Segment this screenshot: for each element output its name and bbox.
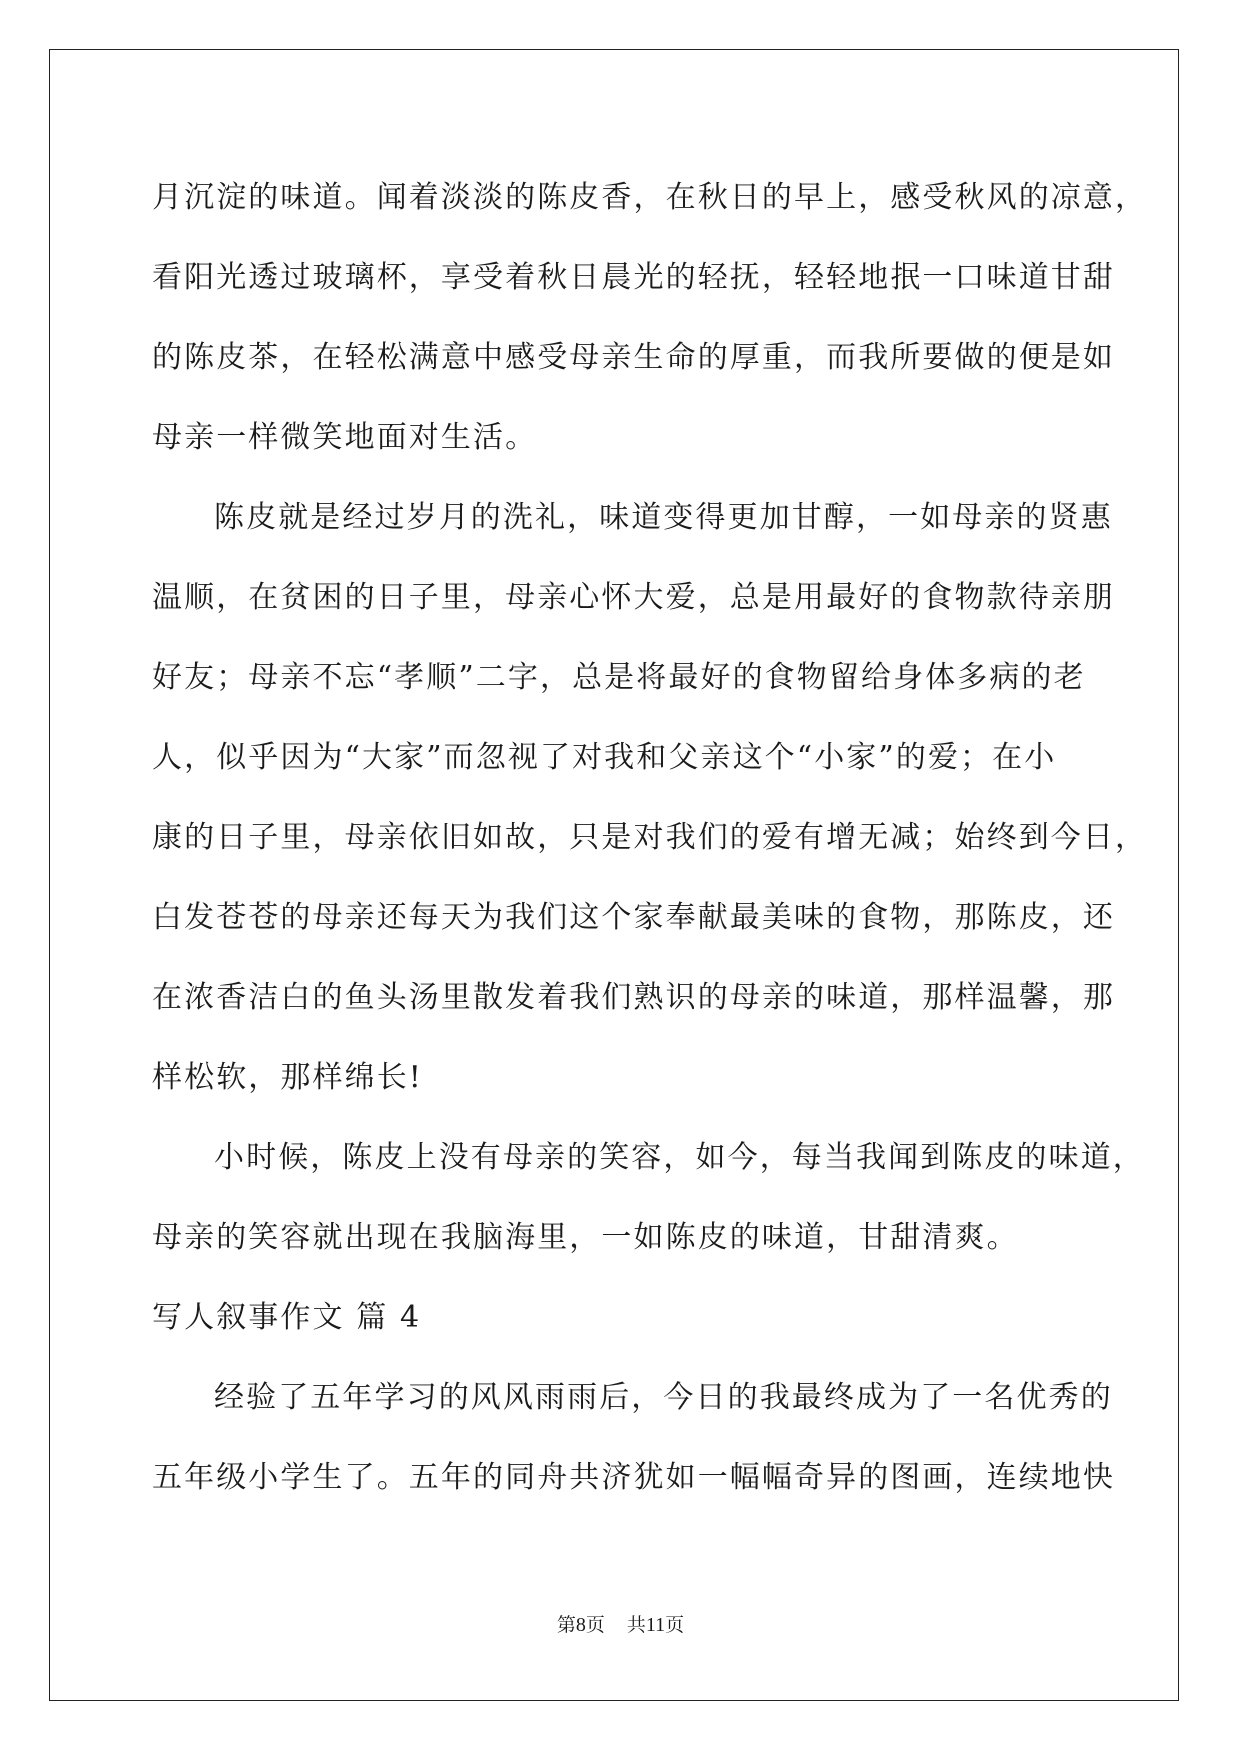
total-prefix: 共 [626, 1614, 646, 1636]
page-number: 8 [575, 1614, 586, 1636]
document-body [152, 158, 1148, 1518]
text-line: 白发苍苍的母亲还每天为我们这个家奉献最美味的食物，那陈皮，还 [152, 900, 1115, 935]
page-suffix: 页 [585, 1614, 605, 1636]
text-line: 样松软，那样绵长! [152, 1060, 423, 1095]
paragraph-start-line: 经验了五年学习的风风雨雨后，今日的我最终成为了一名优秀的 [214, 1380, 1113, 1415]
total-suffix: 页 [665, 1614, 685, 1636]
text-line: 好友；母亲不忘“孝顺”二字，总是将最好的食物留给身体多病的老 [152, 660, 1086, 695]
text-line: 母亲的笑容就出现在我脑海里，一如陈皮的味道，甘甜清爽。 [152, 1220, 1019, 1255]
text-line: 五年级小学生了。五年的同舟共济犹如一幅幅奇异的图画，连续地快 [152, 1460, 1115, 1495]
text-line: 康的日子里，母亲依旧如故，只是对我们的爱有增无减；始终到今日， [152, 820, 1148, 855]
page-prefix: 第 [556, 1614, 576, 1636]
text-line: 的陈皮茶，在轻松满意中感受母亲生命的厚重，而我所要做的便是如 [152, 340, 1115, 375]
text-line: 人，似乎因为“大家”而忽视了对我和父亲这个“小家”的爱；在小 [152, 740, 1057, 775]
paragraph-start-line: 小时候，陈皮上没有母亲的笑容，如今，每当我闻到陈皮的味道， [214, 1140, 1145, 1175]
text-line: 在浓香洁白的鱼头汤里散发着我们熟识的母亲的味道，那样温馨，那 [152, 980, 1115, 1015]
section-heading: 写人叙事作文 篇 4 [152, 1300, 422, 1335]
paragraph-start-line: 陈皮就是经过岁月的洗礼，味道变得更加甘醇，一如母亲的贤惠 [214, 500, 1113, 535]
page-footer [0, 1613, 1241, 1637]
text-line: 母亲一样微笑地面对生活。 [152, 420, 538, 455]
text-line: 温顺，在贫困的日子里，母亲心怀大爱，总是用最好的食物款待亲朋 [152, 580, 1115, 615]
text-line: 月沉淀的味道。闻着淡淡的陈皮香，在秋日的早上，感受秋风的凉意， [152, 180, 1148, 215]
text-line: 看阳光透过玻璃杯，享受着秋日晨光的轻抚，轻轻地抿一口味道甘甜 [152, 260, 1115, 295]
total-pages: 11 [645, 1614, 666, 1636]
